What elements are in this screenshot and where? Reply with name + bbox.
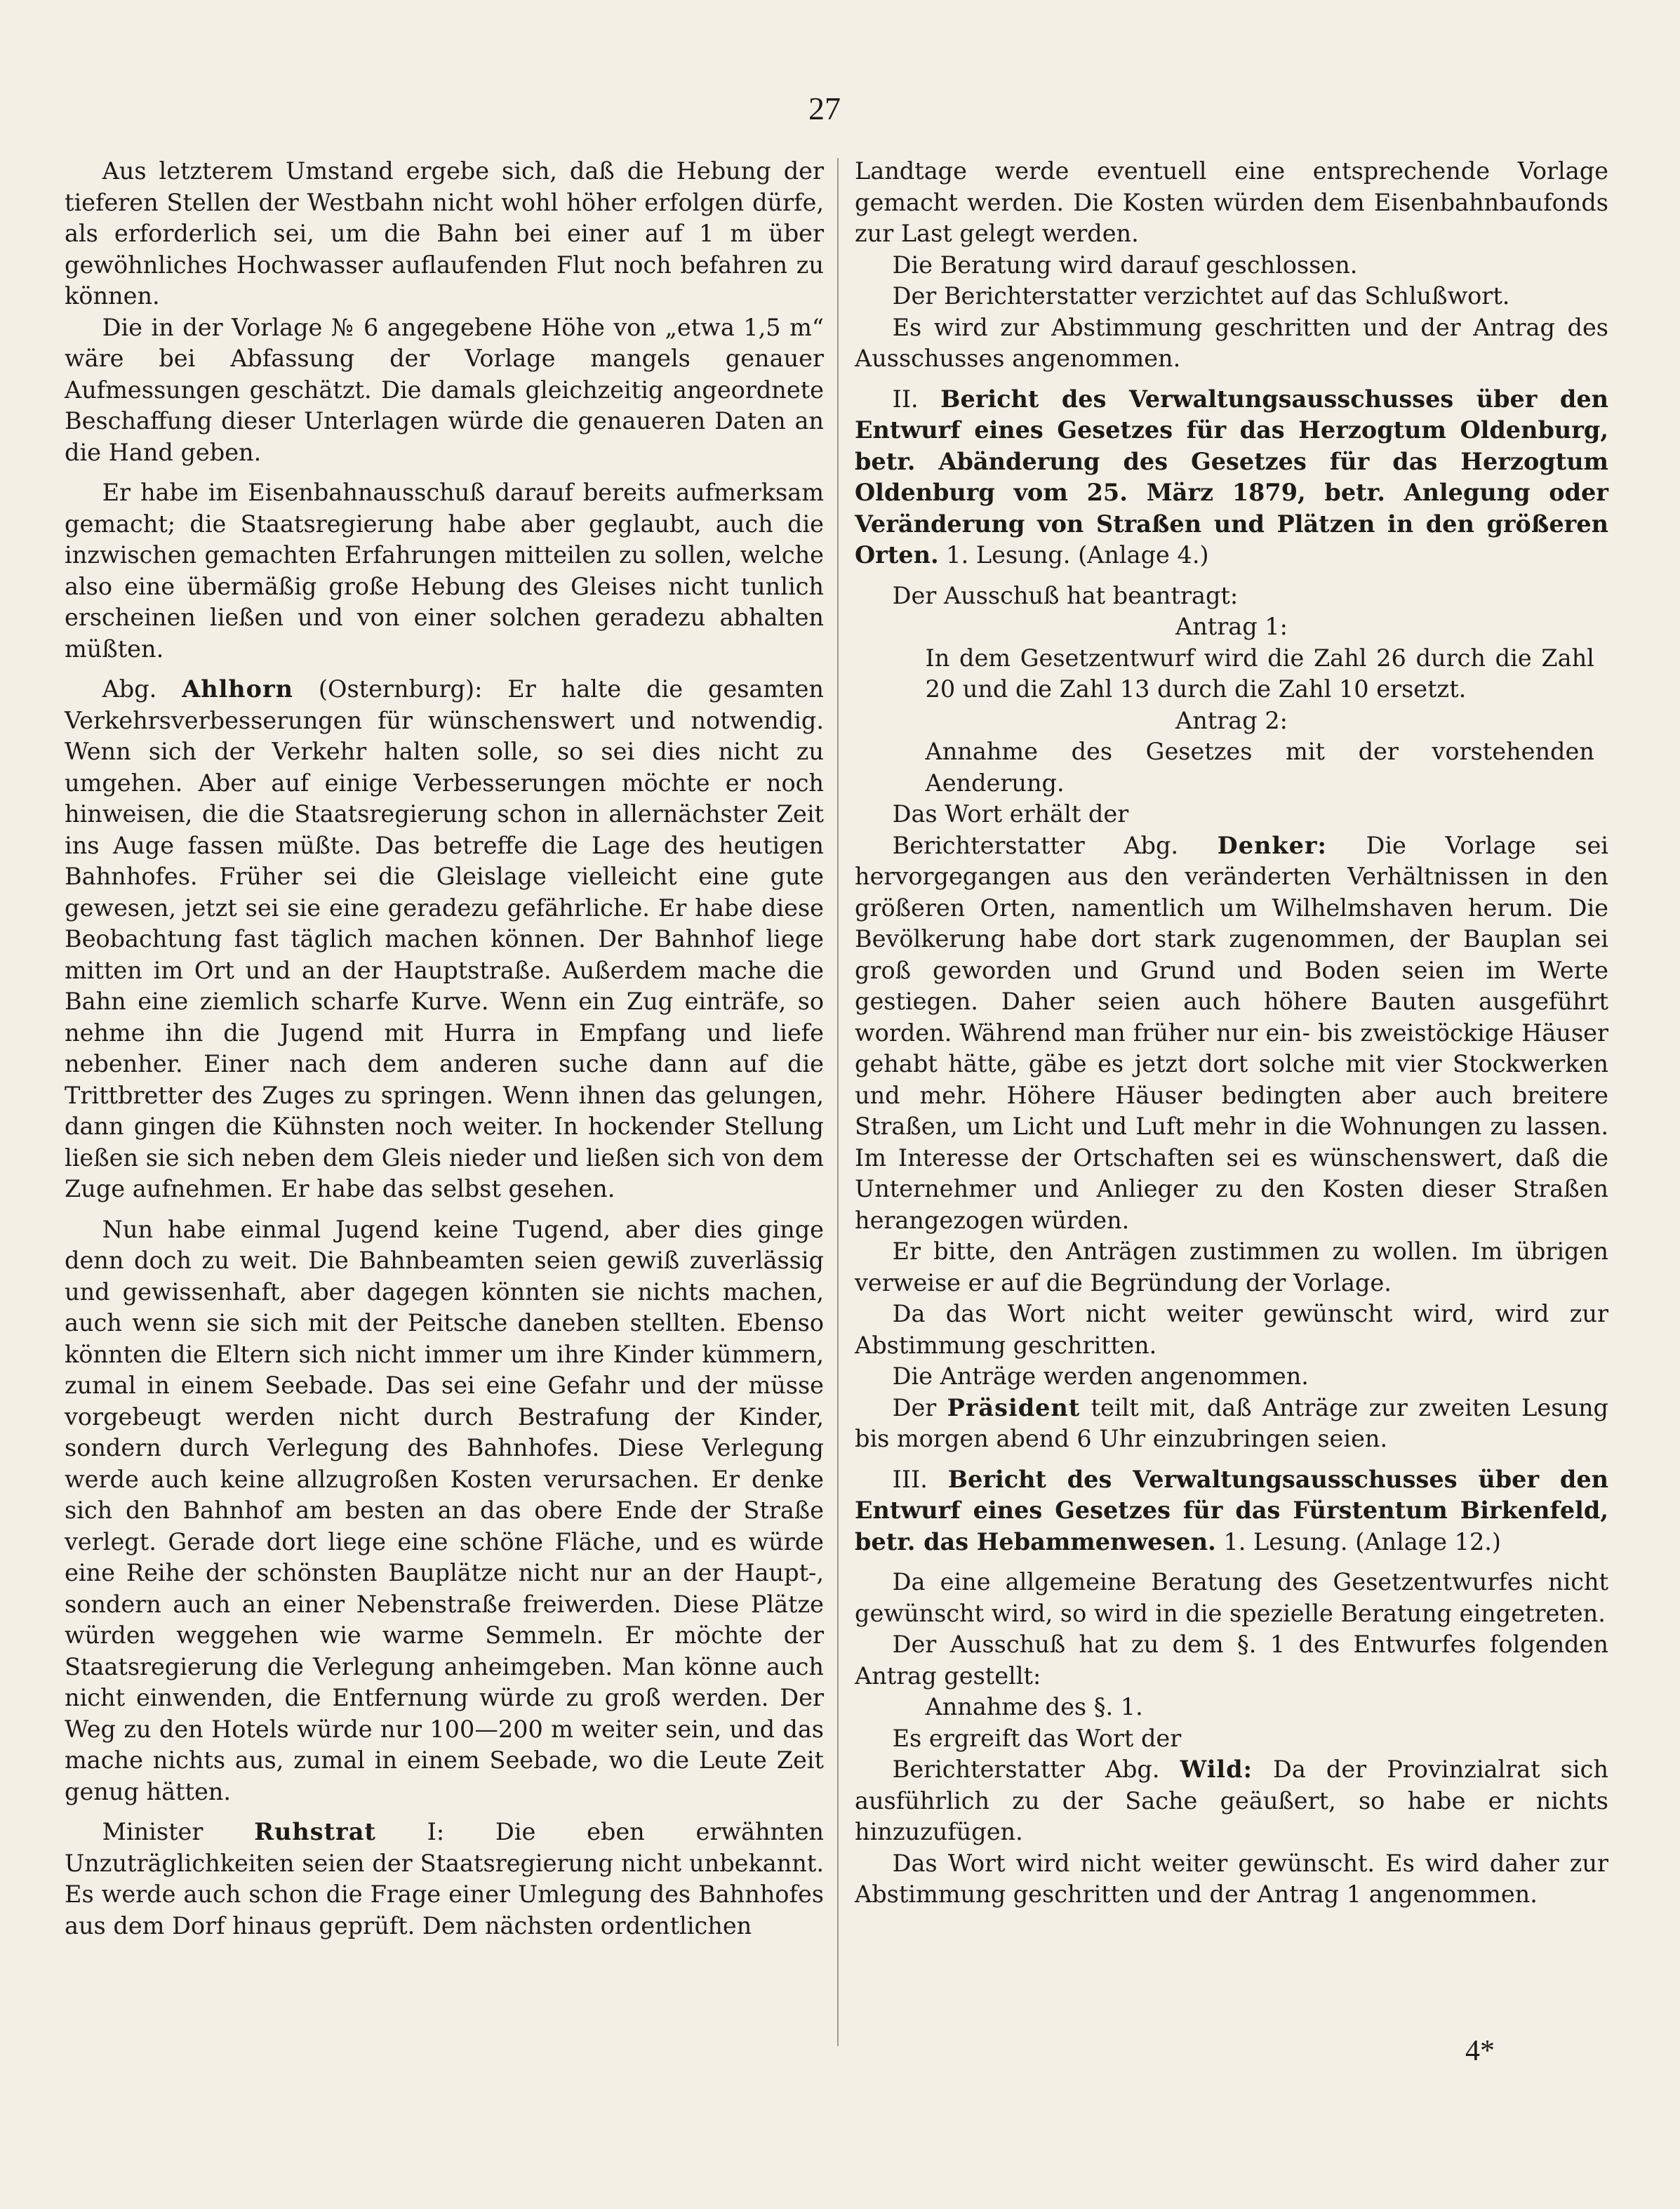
section-title: Bericht des Verwaltungsausschusses über den Entwurf eines Gesetzes für das Fürstentum Birkenfeld, betr. das Hebammenwesen. [855,1465,1608,1555]
motion-text: In dem Gesetzentwurf wird die Zahl 26 durch die Zahl 20 und die Zahl 13 durch die Zahl 10 ersetzt. [925,644,1594,703]
speaker-name: Ruhstrat [254,1818,376,1845]
speaker-prefix: Abg. [102,675,157,703]
motion-label: Antrag 1: [1175,613,1288,640]
speech-text: I: Die eben erwähnten Unzuträglichkeiten seien der Staatsregierung nicht unbekannt. Es werde auch schon die Frage einer Umlegung des Bahnhofes aus dem Dorf hinaus geprüft. Dem nächsten ordentlichen [65,1818,824,1939]
paragraph: Das Wort wird nicht weiter gewünscht. Es wird daher zur Abstimmung geschritten und der Antrag 1 angenommen. [855,1849,1608,1908]
column-divider [837,158,839,2046]
speaker-name: Ahlhorn [182,675,294,703]
signature-mark: 4* [1465,2035,1495,2067]
left-column [65,156,824,1942]
section-tail: 1. Lesung. (Anlage 12.) [1223,1527,1501,1555]
section-tail: 1. Lesung. (Anlage 4.) [946,541,1209,569]
section-heading-ii [855,384,1608,571]
paragraph: Da das Wort nicht weiter gewünscht wird, wird zur Abstimmung geschritten. [855,1300,1608,1359]
page-number: 27 [808,91,841,126]
paragraph: Er habe im Eisenbahnausschuß darauf bereits aufmerksam gemacht; die Staatsregierung habe aber geglaubt, auch die inzwischen gemachten Erfahrungen mitteilen zu sollen, welche also eine übermäßig große Hebung des Gleises nicht tunlich erscheinen ließen und von einer solchen geradezu abhalten müßten. [65,479,824,663]
speech-ruhstrat [65,1817,824,1942]
section-number: II. [892,385,919,413]
paragraph: Die in der Vorlage № 6 angegebene Höhe von „etwa 1,5 m“ wäre bei Abfassung der Vorlage mangels genauer Aufmessungen geschätzt. Die damals gleichzeitig angeordnete Beschaffung dieser Unterlagen würde die genaueren Daten an die Hand geben. [65,313,824,466]
speech-text: teilt mit, daß Anträge zur zweiten Lesung bis morgen abend 6 Uhr einzubringen seien. [855,1393,1608,1452]
speech-denker [855,830,1608,1237]
paragraph: Er bitte, den Anträgen zustimmen zu wollen. Im übrigen verweise er auf die Begründung der Vorlage. [855,1238,1608,1296]
section-title: Bericht des Verwaltungsausschusses über den Entwurf eines Gesetzes für das Herzogtum Oldenburg, betr. Abänderung des Gesetzes für das Herzogtum Oldenburg vom 25. März 1879, betr. Anlegung oder Veränderung von Straßen und Plätzen in den größeren Orten. [855,385,1608,569]
section-number: III. [892,1465,928,1493]
speech-ahlhorn [65,674,824,1205]
motion-label: Antrag 2: [1175,706,1288,734]
paragraph: Es wird zur Abstimmung geschritten und der Antrag des Ausschusses angenommen. [855,313,1608,372]
paragraph: Es ergreift das Wort der [892,1724,1182,1752]
paragraph: Landtage werde eventuell eine entsprechende Vorlage gemacht werden. Die Kosten würden dem Eisenbahnbaufonds zur Last gelegt werden. [855,157,1608,247]
speaker-prefix: Berichterstatter Abg. [892,1756,1160,1783]
speaker-name: Wild: [1180,1756,1253,1783]
motion-text: Annahme des §. 1. [925,1693,1143,1720]
motion-text: Annahme des Gesetzes mit der vorstehenden Aenderung. [925,738,1594,797]
speech-text: Die Vorlage sei hervorgegangen aus den veränderten Verhältnissen in den größeren Orten, namentlich um Wilhelmshaven herum. Die Bevölkerung habe dort stark zugenommen, der Bauplan sei groß geworden und Grund und Boden seien im Werte gestiegen. Daher seien auch höhere Bauten ausgeführt worden. Während man früher nur ein- bis zweistöckige Häuser gehabt hätte, gäbe es jetzt dort solche mit vier Stockwerken und mehr. Höhere Häuser bedingten aber auch breitere Straßen, um Licht und Luft mehr in die Wohnungen zu lassen. Im Interesse der Ortschaften sei es wünschenswert, daß die Unternehmer und Anlieger zu den Kosten dieser Straßen herangezogen würden. [855,831,1608,1234]
paragraph: Die Beratung wird darauf geschlossen. [892,251,1358,279]
speaker-name: Denker: [1217,831,1327,859]
paragraph: Der Ausschuß hat zu dem §. 1 des Entwurfes folgenden Antrag gestellt: [855,1631,1608,1690]
speech-text: (Osternburg): Er halte die gesamten Verkehrsverbesserungen für wünschenswert und notwendig. Wenn sich der Verkehr halten solle, so sei dies nicht zu umgehen. Aber auf einige Verbesserungen möchte er noch hinweisen, die die Staatsregierung schon in allernächster Zeit ins Auge fassen müßte. Das betreffe die Lage des heutigen Bahnhofes. Früher sei die Gleislage vielleicht eine gute gewesen, jetzt sei sie eine geradezu gefährliche. Er habe diese Beobachtung fast täglich machen können. Der Bahnhof liege mitten im Ort und an der Hauptstraße. Außerdem mache die Bahn eine ziemlich scharfe Kurve. Wenn ein Zug einträfe, so nehme ihn die Jugend mit Hurra in Empfang und liefe nebenher. Einer nach dem anderen suche dann auf die Trittbretter des Zuges zu springen. Wenn ihnen das gelungen, dann gingen die Kühnsten noch weiter. In hockender Stellung ließen sie sich neben dem Gleis nieder und ließen sich von dem Zuge aufnehmen. Er habe das selbst gesehen. [65,675,824,1202]
paragraph: Der Ausschuß hat beantragt: [892,581,1239,609]
speech-text: Da der Provinzialrat sich ausführlich zu der Sache geäußert, so habe er nichts hinzuzufügen. [855,1756,1608,1845]
paragraph: Das Wort erhält der [892,800,1129,828]
paragraph: Aus letzterem Umstand ergebe sich, daß die Hebung der tieferen Stellen der Westbahn nicht wohl höher erfolgen dürfe, als erforderlich sei, um die Bahn bei einer auf 1 m über gewöhnliches Hochwasser auflaufenden Flut noch befahren zu können. [65,157,824,310]
speech-wild [855,1754,1608,1848]
paragraph: Nun habe einmal Jugend keine Tugend, aber dies ginge denn doch zu weit. Die Bahnbeamten seien gewiß zuverlässig und gewissenhaft, aber dagegen könnten sie nichts machen, auch wenn sie sich mit der Peitsche daneben stellten. Ebenso könnten die Eltern sich nicht immer um ihre Kinder kümmern, zumal in einem Seebade. Das sei eine Gefahr und der müsse vorgebeugt werden nicht durch Bestrafung der Kinder, sondern durch Verlegung des Bahnhofes. Diese Verlegung werde auch keine allzugroßen Kosten verursachen. Er denke sich den Bahnhof am besten an das obere Ende der Straße verlegt. Gerade dort liege eine schöne Fläche, und es würde eine Reihe der schönsten Bauplätze nicht nur an der Haupt-, sondern auch an einer Nebenstraße freiwerden. Diese Plätze würden weggehen wie warme Semmeln. Er möchte der Staatsregierung die Verlegung anheimgeben. Man könne auch nicht einwenden, die Entfernung würde zu groß werden. Der Weg zu den Hotels würde nur 100—200 m weiter sein, und das mache nichts aus, zumal in einem Seebade, wo die Leute Zeit genug hätten. [65,1215,824,1805]
section-heading-iii [855,1464,1608,1558]
right-column [855,156,1608,1911]
speaker-name: Präsident [947,1393,1081,1421]
speaker-prefix: Minister [102,1818,204,1845]
paragraph: Die Anträge werden angenommen. [892,1362,1309,1390]
speech-president [855,1393,1608,1455]
speaker-prefix: Berichterstatter Abg. [892,831,1179,859]
paragraph: Da eine allgemeine Beratung des Gesetzentwurfes nicht gewünscht wird, so wird in die spezielle Beratung eingetreten. [855,1568,1608,1627]
paragraph: Der Berichterstatter verzichtet auf das Schlußwort. [892,282,1510,310]
speaker-prefix: Der [892,1393,937,1421]
